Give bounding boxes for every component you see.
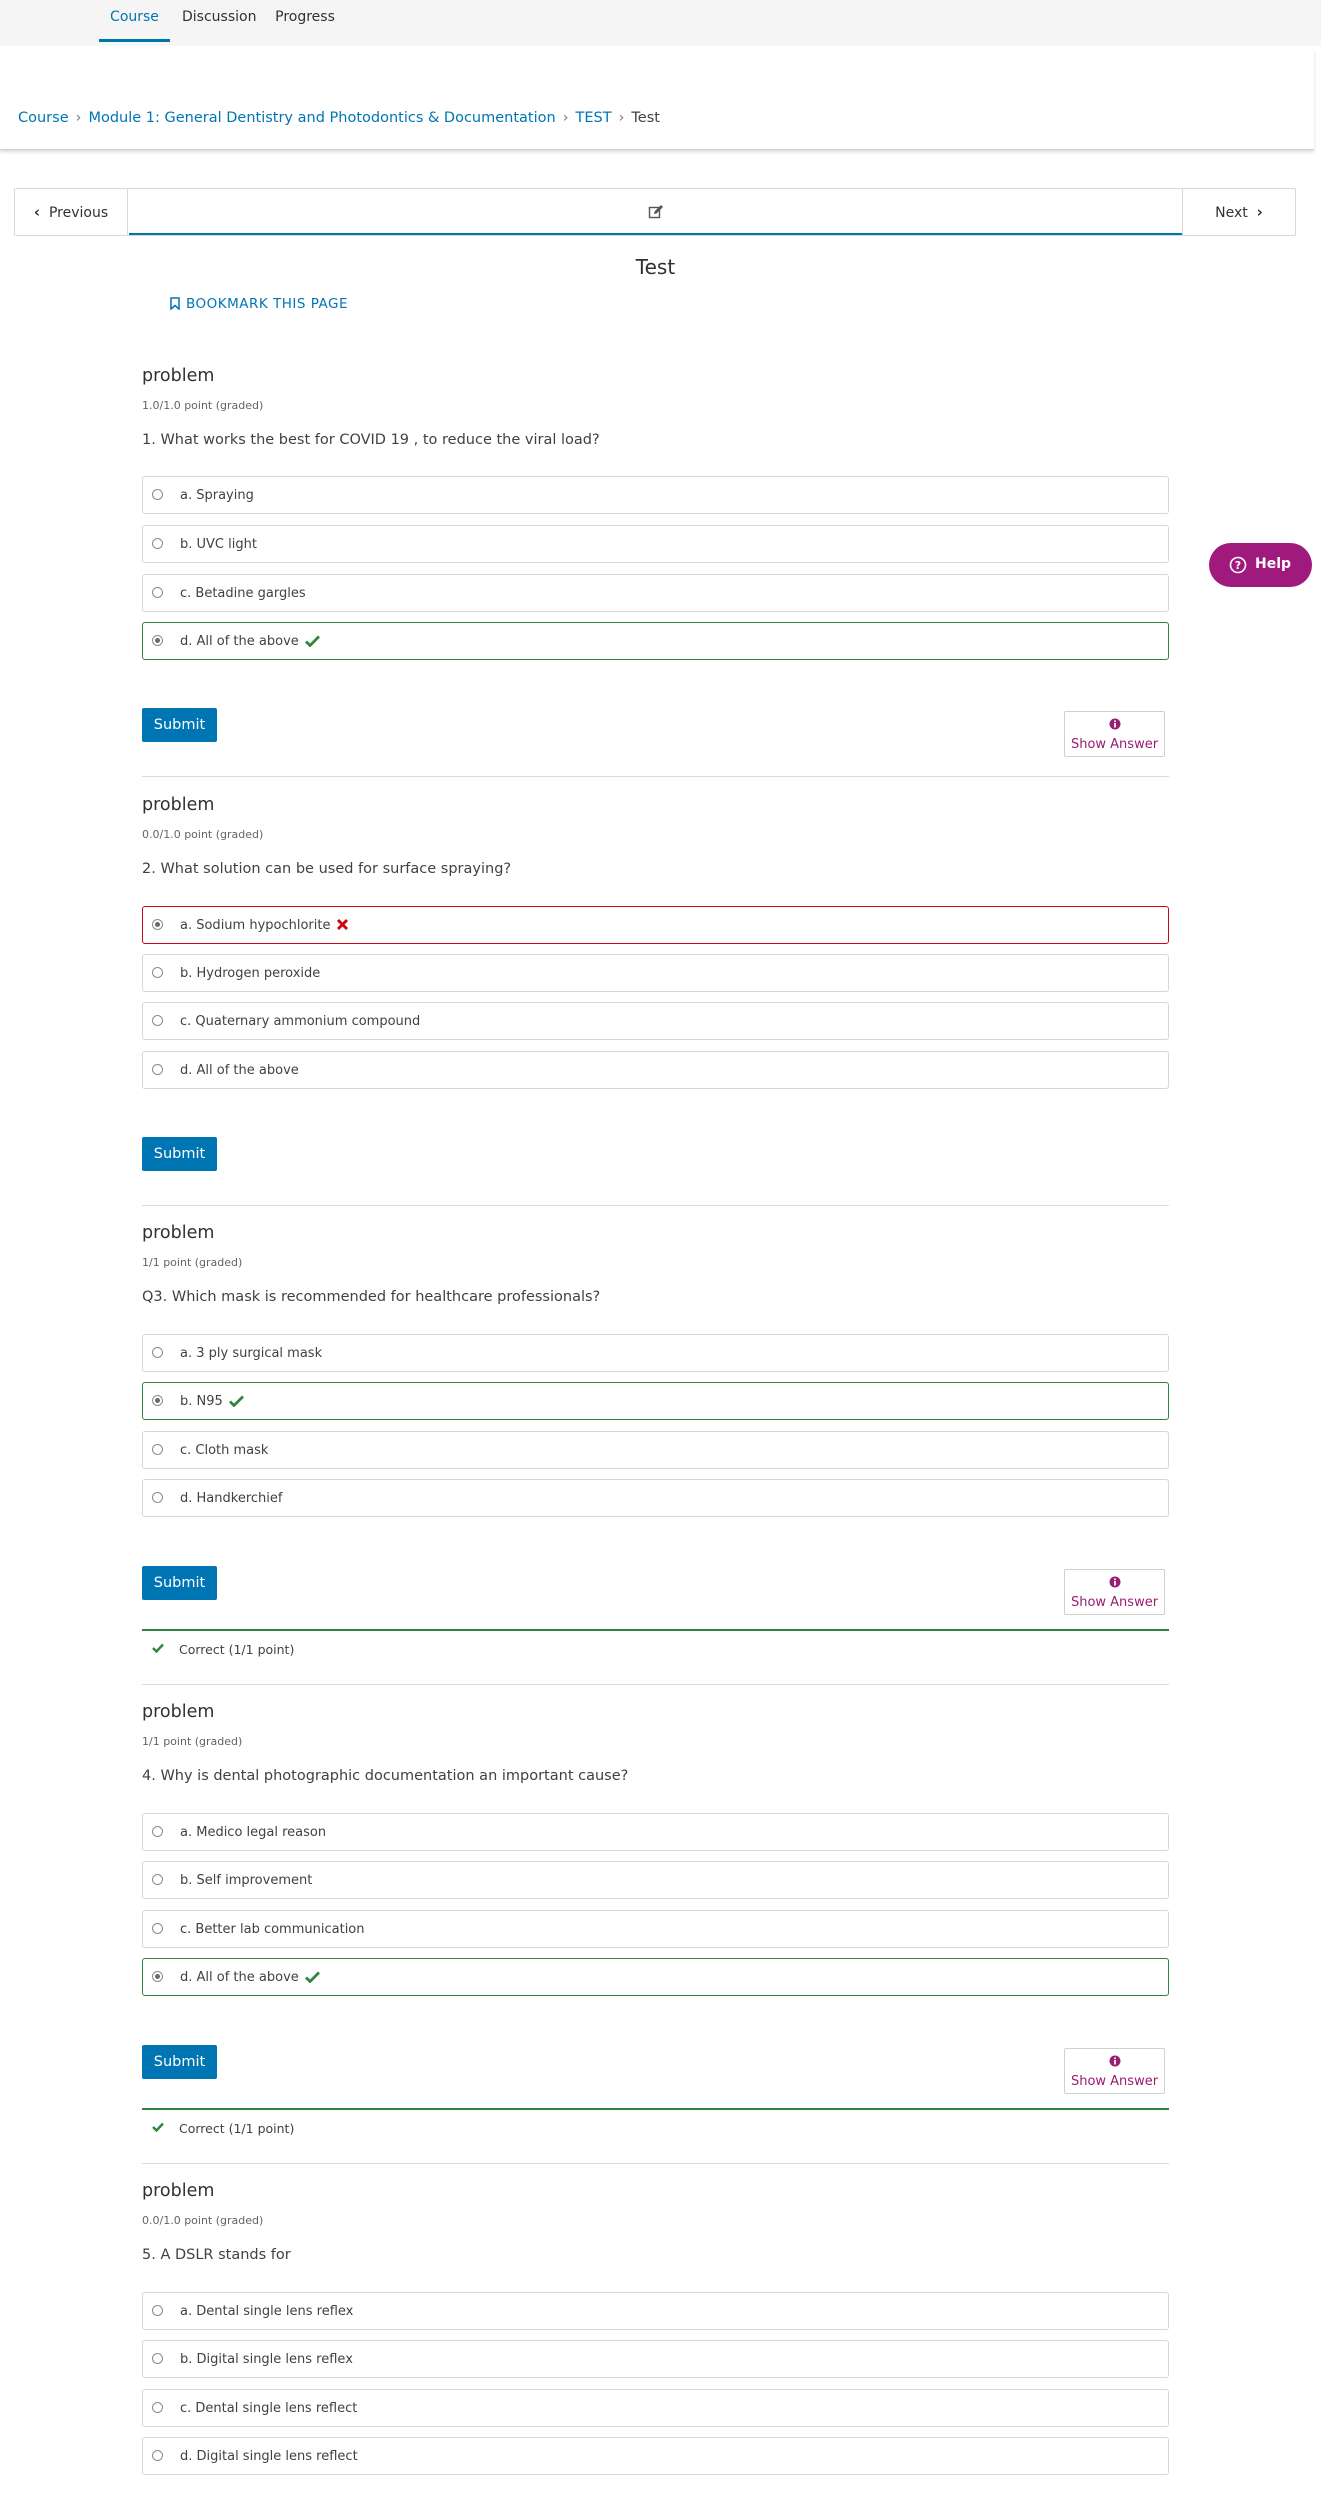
show-answer-button[interactable]: [1064, 711, 1165, 757]
next-label: Next: [1215, 205, 1248, 221]
radio-button[interactable]: [152, 635, 163, 646]
problem-title: problem: [142, 1702, 215, 1722]
option-b[interactable]: [142, 2340, 1169, 2378]
option-label: b. UVC light: [180, 537, 257, 552]
checkmark-icon: [152, 2122, 164, 2132]
svg-text:?: ?: [1234, 559, 1242, 572]
option-label: a. Sodium hypochlorite: [180, 918, 349, 933]
breadcrumb-separator-icon: ›: [75, 110, 82, 126]
radio-button[interactable]: [152, 1971, 163, 1982]
breadcrumb-course[interactable]: Course: [18, 110, 69, 126]
submit-button[interactable]: Submit: [142, 1566, 217, 1600]
chevron-right-icon: ›: [1256, 203, 1263, 221]
divider: [142, 1205, 1169, 1206]
option-label: d. Handkerchief: [180, 1491, 283, 1506]
option-label: d. All of the above: [180, 634, 320, 649]
option-label: c. Cloth mask: [180, 1443, 269, 1458]
radio-button[interactable]: [152, 1874, 163, 1885]
show-answer-label: Show Answer: [1070, 1595, 1159, 1610]
help-button[interactable]: [1209, 543, 1312, 587]
breadcrumb: [18, 110, 660, 126]
problem-question: 5. A DSLR stands for: [142, 2247, 291, 2263]
checkmark-icon: [305, 635, 320, 647]
option-label: a. Medico legal reason: [180, 1825, 327, 1840]
checkmark-icon: [229, 1395, 244, 1407]
option-label: b. Self improvement: [180, 1873, 313, 1888]
status-text: Correct (1/1 point): [179, 1642, 295, 1657]
option-d[interactable]: [142, 622, 1169, 660]
radio-button[interactable]: [152, 538, 163, 549]
bookmark-label: BOOKMARK THIS PAGE: [186, 296, 349, 312]
option-c[interactable]: [142, 1002, 1169, 1040]
radio-button[interactable]: [152, 1064, 163, 1075]
radio-button[interactable]: [152, 2450, 163, 2461]
sequence-unit-tab[interactable]: [129, 189, 1183, 235]
option-label: b. Hydrogen peroxide: [180, 966, 321, 981]
radio-button[interactable]: [152, 2353, 163, 2364]
option-label: c. Betadine gargles: [180, 586, 306, 601]
radio-button[interactable]: [152, 2305, 163, 2316]
breadcrumb-separator-icon: ›: [618, 110, 625, 126]
option-label: d. Digital single lens reflect: [180, 2449, 358, 2464]
show-answer-label: Show Answer: [1070, 2074, 1159, 2089]
option-b[interactable]: [142, 525, 1169, 563]
bookmark-icon: [170, 297, 180, 310]
option-c[interactable]: [142, 574, 1169, 612]
problem-title: problem: [142, 2181, 215, 2201]
radio-button[interactable]: [152, 919, 163, 930]
show-answer-button[interactable]: [1064, 2048, 1165, 2094]
previous-button[interactable]: [15, 189, 128, 235]
edit-icon: [648, 204, 664, 220]
status-text: Correct (1/1 point): [179, 2121, 295, 2136]
chevron-left-icon: ‹: [33, 203, 41, 221]
breadcrumb-current: Test: [631, 110, 660, 126]
problem-points: 1/1 point (graded): [142, 1256, 243, 1269]
problem-points: 0.0/1.0 point (graded): [142, 2214, 264, 2227]
cross-icon: [336, 918, 349, 931]
option-label: d. All of the above: [180, 1063, 299, 1078]
problem-title: problem: [142, 366, 215, 386]
previous-label: Previous: [48, 205, 109, 221]
checkmark-icon: [305, 1971, 320, 1983]
option-label: b. N95: [180, 1394, 244, 1409]
radio-button[interactable]: [152, 1347, 163, 1358]
radio-button[interactable]: [152, 1492, 163, 1503]
show-answer-label: Show Answer: [1070, 737, 1159, 752]
submit-button[interactable]: Submit: [142, 1137, 217, 1171]
breadcrumb-module[interactable]: Module 1: General Dentistry and Photodontics & Documentation: [88, 110, 556, 126]
checkmark-icon: [152, 1643, 164, 1653]
bookmark-button[interactable]: [170, 296, 348, 312]
problem-question: Q3. Which mask is recommended for healthcare professionals?: [142, 1289, 601, 1305]
option-c[interactable]: [142, 1910, 1169, 1948]
help-label: Help: [1255, 556, 1292, 572]
divider: [142, 1684, 1169, 1685]
option-a[interactable]: [142, 906, 1169, 944]
problem-title: problem: [142, 1223, 215, 1243]
option-label: a. 3 ply surgical mask: [180, 1346, 323, 1361]
breadcrumb-test-section[interactable]: TEST: [575, 110, 612, 126]
next-button[interactable]: [1182, 189, 1295, 235]
breadcrumb-separator-icon: ›: [562, 110, 569, 126]
option-label: c. Quaternary ammonium compound: [180, 1014, 421, 1029]
option-d[interactable]: [142, 2437, 1169, 2475]
option-a[interactable]: [142, 1813, 1169, 1851]
option-b[interactable]: [142, 1861, 1169, 1899]
option-a[interactable]: [142, 1334, 1169, 1372]
problem-points: 0.0/1.0 point (graded): [142, 828, 264, 841]
problem-points: 1/1 point (graded): [142, 1735, 243, 1748]
question-circle-icon: [1229, 556, 1247, 574]
divider: [142, 776, 1169, 777]
option-d[interactable]: [142, 1958, 1169, 1996]
problem-question: 4. Why is dental photographic documentation an important cause?: [142, 1768, 629, 1784]
tab-course[interactable]: Course: [99, 0, 170, 42]
radio-button[interactable]: [152, 1923, 163, 1934]
problem-question: 2. What solution can be used for surface spraying?: [142, 861, 512, 877]
show-answer-button[interactable]: [1064, 1569, 1165, 1615]
divider: [142, 2163, 1169, 2164]
radio-button[interactable]: [152, 1444, 163, 1455]
problem-points: 1.0/1.0 point (graded): [142, 399, 264, 412]
info-icon: [1109, 718, 1121, 730]
radio-button[interactable]: [152, 2402, 163, 2413]
option-d[interactable]: [142, 1051, 1169, 1089]
breadcrumb-bar: [0, 50, 1314, 150]
problem-title: problem: [142, 795, 215, 815]
info-icon: [1109, 2055, 1121, 2067]
option-label: c. Better lab communication: [180, 1922, 365, 1937]
tab-progress[interactable]: Progress: [275, 9, 335, 25]
status-message: [142, 1629, 1169, 1659]
submit-button[interactable]: Submit: [142, 2045, 217, 2079]
option-a[interactable]: [142, 2292, 1169, 2330]
sequence-navigation: [14, 188, 1296, 236]
option-b[interactable]: [142, 1382, 1169, 1420]
info-icon: [1109, 1576, 1121, 1588]
radio-button[interactable]: [152, 1015, 163, 1026]
submit-button[interactable]: Submit: [142, 708, 217, 742]
problem-question: 1. What works the best for COVID 19 , to reduce the viral load?: [142, 432, 600, 448]
option-d[interactable]: [142, 1479, 1169, 1517]
status-message: [142, 2108, 1169, 2138]
option-a[interactable]: [142, 476, 1169, 514]
option-label: a. Dental single lens reflex: [180, 2304, 354, 2319]
option-label: a. Spraying: [180, 488, 254, 503]
radio-button[interactable]: [152, 489, 163, 500]
option-c[interactable]: [142, 1431, 1169, 1469]
page-title: Test: [635, 255, 676, 279]
radio-button[interactable]: [152, 1826, 163, 1837]
option-b[interactable]: [142, 954, 1169, 992]
course-tabs-bar: [0, 0, 1321, 46]
option-label: d. All of the above: [180, 1970, 320, 1985]
option-c[interactable]: [142, 2389, 1169, 2427]
radio-button[interactable]: [152, 967, 163, 978]
radio-button[interactable]: [152, 1395, 163, 1406]
option-label: c. Dental single lens reflect: [180, 2401, 358, 2416]
radio-button[interactable]: [152, 587, 163, 598]
tab-discussion[interactable]: Discussion: [182, 9, 257, 25]
option-label: b. Digital single lens reflex: [180, 2352, 353, 2367]
